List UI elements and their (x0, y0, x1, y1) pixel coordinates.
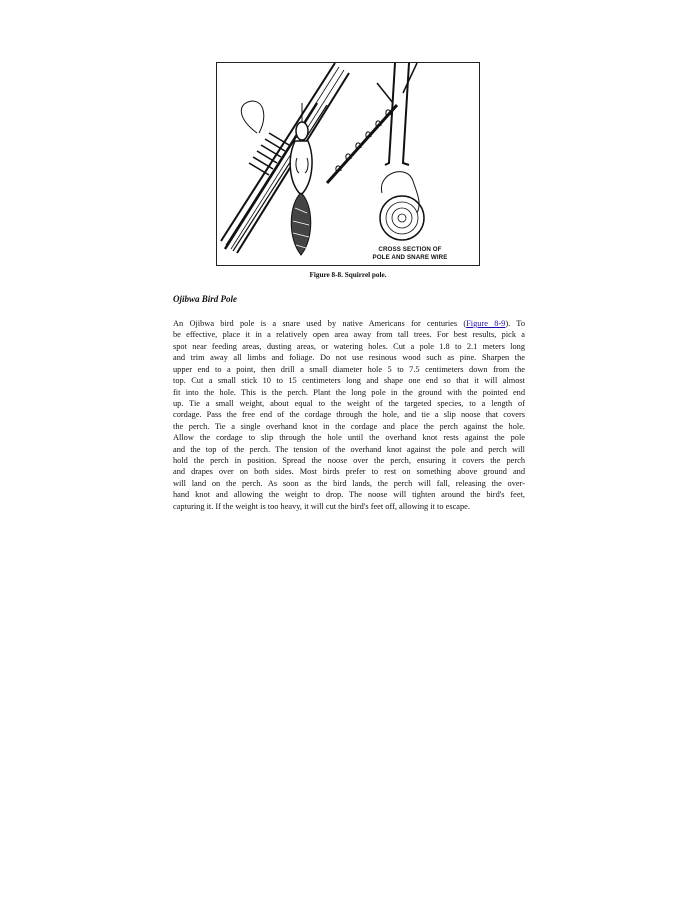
paragraph-line: up. Tie a small weight, about equal to the weight of the targeted species, to a length of (173, 398, 525, 408)
tree-and-snare-pole (327, 63, 417, 183)
paragraph-line: cordage. Pass the free end of the cordage through the hole, and tie a slip noose that covers (173, 410, 525, 420)
cross-section-label: CROSS SECTION OF POLE AND SNARE WIRE (372, 246, 448, 261)
squirrel-pole-figure (216, 62, 480, 266)
figure-caption: Figure 8-8. Squirrel pole. (309, 271, 387, 279)
paragraph-line: top. Cut a small stick 10 to 15 centimeters long and shape one end so that it will almost (173, 376, 525, 386)
paragraph-line: spot near feeding areas, dusting areas, or watering holes. Cut a pole 1.8 to 2.1 meters long (173, 341, 525, 351)
section-heading: Ojibwa Bird Pole (173, 294, 238, 304)
body-paragraph (173, 318, 525, 512)
paragraph-line: upper end to a point, then drill a small diameter hole 5 to 7.5 centimeters down from the (173, 364, 525, 374)
paragraph-line: Allow the cordage to slip through the hole until the overhand knot rests against the pole (173, 433, 525, 443)
paragraph-line: fit into the hole. This is the perch. Plant the long pole in the ground with the pointed end (173, 387, 525, 397)
paragraph-line: and the top of the perch. The tension of the overhand knot against the pole and perch will (173, 444, 525, 454)
paragraph-line: be effective, place it in a relatively open area away from tall trees. For best results, pick a (173, 330, 525, 340)
paragraph-line: and drapes over on both sides. Most birds prefer to rest on something above ground and (173, 467, 525, 477)
cross-section-inset (380, 172, 424, 240)
leaning-pole (221, 63, 349, 253)
paragraph-line: and trim away all limbs and foliage. Do not use resinous wood such as pine. Sharpen the (173, 353, 525, 363)
paragraph-line: hand knot and allowing the weight to drop. The noose will tighten around the bird's feet, (173, 490, 525, 500)
paragraph-line: An Ojibwa bird pole is a snare used by native Americans for centuries (Figure 8-9). To (173, 319, 525, 328)
paragraph-line: hold the perch in position. Spread the noose over the perch, ensuring it covers the perch (173, 456, 525, 466)
paragraph-line: will land on the perch. As soon as the bird lands, the perch will fall, releasing the over- (173, 478, 525, 488)
paragraph-line: capturing it. If the weight is too heavy, it will cut the bird's feet off, allowing it to escape. (173, 501, 470, 511)
figure-8-9-link[interactable]: Figure 8-9 (466, 319, 506, 328)
paragraph-line: the perch. Tie a single overhand knot in the cordage and place the perch against the hole. (173, 421, 525, 431)
squirrel-pole-illustration (217, 63, 480, 266)
